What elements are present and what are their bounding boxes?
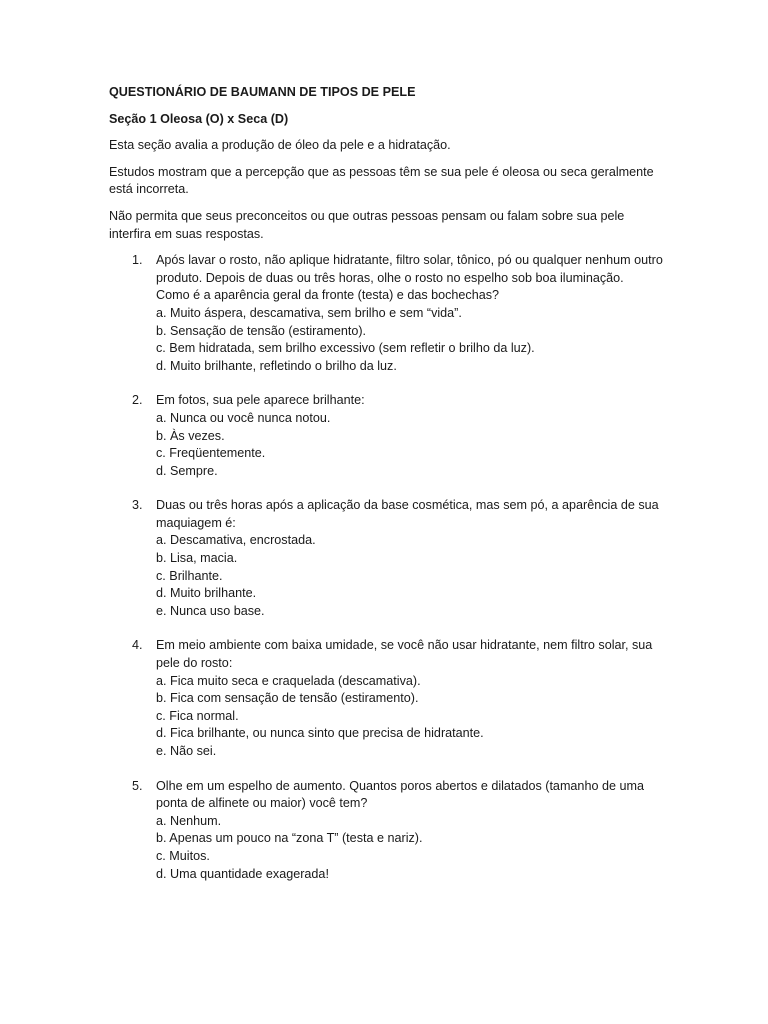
question-number: 1. <box>132 253 143 268</box>
question-text: Em fotos, sua pele aparece brilhante: <box>156 393 365 408</box>
answer-option: b. Lisa, macia. <box>156 551 238 566</box>
answer-option: d. Uma quantidade exagerada! <box>156 866 329 881</box>
question-number: 3. <box>132 498 143 513</box>
question-2 <box>109 392 668 480</box>
document-title: QUESTIONÁRIO DE BAUMANN DE TIPOS DE PELE <box>109 85 416 99</box>
answer-option: b. Fica com sensação de tensão (estiramento). <box>156 691 419 706</box>
answer-option: d. Muito brilhante, refletindo o brilho da luz. <box>156 358 397 373</box>
answer-option: c. Bem hidratada, sem brilho excessivo (sem refletir o brilho da luz). <box>156 341 535 356</box>
question-text: Após lavar o rosto, não aplique hidratante, filtro solar, tônico, pó ou qualquer nenhum outro produto. Depois de duas ou três horas, olhe o rosto no espelho sob boa iluminação. <box>156 253 663 285</box>
answer-option: d. Muito brilhante. <box>156 586 257 601</box>
question-text: Olhe em um espelho de aumento. Quantos poros abertos e dilatados (tamanho de uma ponta de alfinete ou maior) você tem? <box>156 778 644 811</box>
intro-paragraph: Não permita que seus preconceitos ou que outras pessoas pensam ou falam sobre sua pele interfira em suas respostas. <box>109 208 625 241</box>
answer-option: d. Sempre. <box>156 463 218 478</box>
question-5 <box>109 778 668 884</box>
answer-option: a. Muito áspera, descamativa, sem brilho e sem “vida”. <box>156 305 462 320</box>
question-1 <box>109 252 668 375</box>
intro-paragraph: Estudos mostram que a percepção que as pessoas têm se sua pele é oleosa ou seca geralmente está incorreta. <box>109 164 654 197</box>
answer-option: d. Fica brilhante, ou nunca sinto que precisa de hidratante. <box>156 726 484 741</box>
question-number: 4. <box>132 638 143 653</box>
answer-option: c. Fica normal. <box>156 708 239 723</box>
answer-option: e. Nunca uso base. <box>156 603 265 618</box>
answer-option: c. Muitos. <box>156 848 210 863</box>
intro-paragraph: Esta seção avalia a produção de óleo da pele e a hidratação. <box>109 138 451 153</box>
question-text: Em meio ambiente com baixa umidade, se você não usar hidratante, nem filtro solar, sua pele do rosto: <box>156 638 653 671</box>
answer-option: b. Às vezes. <box>156 428 225 443</box>
question-list <box>109 252 668 883</box>
question-3 <box>109 497 668 620</box>
answer-option: a. Descamativa, encrostada. <box>156 533 316 548</box>
answer-option: b. Apenas um pouco na “zona T” (testa e nariz). <box>156 831 423 846</box>
question-4 <box>109 637 668 760</box>
question-number: 5. <box>132 778 143 793</box>
question-number: 2. <box>132 393 143 408</box>
question-text: Como é a aparência geral da fronte (testa) e das bochechas? <box>156 288 500 303</box>
answer-option: a. Nunca ou você nunca notou. <box>156 410 331 425</box>
answer-option: b. Sensação de tensão (estiramento). <box>156 323 367 338</box>
section-title: Seção 1 Oleosa (O) x Seca (D) <box>109 111 289 126</box>
question-text: Duas ou três horas após a aplicação da base cosmética, mas sem pó, a aparência de sua maquiagem é: <box>156 498 659 530</box>
answer-option: a. Fica muito seca e craquelada (descamativa). <box>156 673 421 688</box>
answer-option: c. Brilhante. <box>156 568 223 583</box>
answer-option: c. Freqüentemente. <box>156 446 266 461</box>
answer-option: e. Não sei. <box>156 744 217 758</box>
answer-option: a. Nenhum. <box>156 813 222 828</box>
